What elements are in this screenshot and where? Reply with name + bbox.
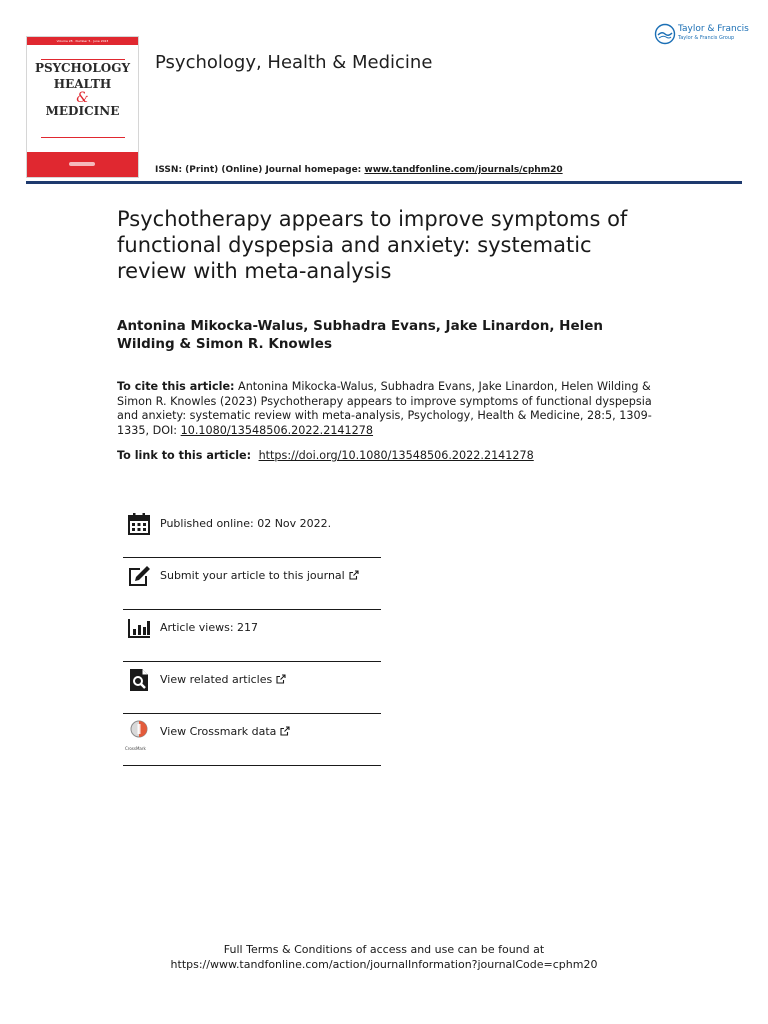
cite-doi-link[interactable]: 10.1080/13548506.2022.2141278 [180, 423, 374, 437]
crossmark-row[interactable] [123, 714, 381, 766]
article-title: Psychotherapy appears to improve symptoms of functional dyspepsia and anxiety: systematic review with meta-analysis [117, 207, 628, 283]
link-label: To link to this article: [117, 449, 255, 462]
cover-rule-top [41, 59, 125, 60]
publisher-logo[interactable] [654, 22, 750, 48]
calendar-icon [127, 512, 151, 536]
article-link-line [117, 449, 677, 464]
terms-line1: Full Terms & Conditions of access and use can be found at [223, 943, 545, 956]
cover-rule-bottom [41, 137, 125, 138]
citation-block [117, 380, 662, 438]
terms-link[interactable]: https://www.tandfonline.com/action/journalInformation?journalCode=cphm20 [170, 958, 598, 971]
cover-publisher-mark [69, 162, 95, 166]
journal-cover-image [26, 36, 139, 178]
related-articles-link[interactable] [160, 673, 286, 686]
cover-bottom-strip [27, 152, 138, 177]
external-link-icon [276, 674, 286, 684]
issn-text: ISSN: (Print) (Online) Journal homepage: [155, 165, 365, 175]
document-search-icon [127, 668, 151, 692]
article-info-list [123, 506, 381, 766]
journal-homepage-link[interactable]: www.tandfonline.com/journals/cphm20 [364, 165, 563, 175]
crossmark-icon [127, 720, 151, 744]
published-date: Published online: 02 Nov 2022. [160, 517, 332, 530]
submit-article-link[interactable] [160, 569, 359, 582]
crossmark-link[interactable] [160, 725, 290, 738]
related-articles-label: View related articles [160, 673, 273, 686]
publisher-group: Taylor & Francis Group [678, 35, 735, 41]
article-doi-link[interactable]: https://doi.org/10.1080/13548506.2022.2141278 [258, 449, 534, 462]
cover-title [27, 61, 138, 120]
article-authors: Antonina Mikocka-Walus, Subhadra Evans, Jake Linardon, Helen Wilding & Simon R. Knowles [117, 318, 603, 352]
cover-title-amp: & [76, 90, 89, 107]
journal-name: Psychology, Health & Medicine [155, 52, 433, 73]
crossmark-logo-text: CrossMark [125, 746, 146, 751]
publisher-name: Taylor & Francis [678, 24, 749, 34]
cite-text: Antonina Mikocka-Walus, Subhadra Evans, Jake Linardon, Helen Wilding & Simon R. Knowles (2023) Psychotherapy appears to improve symptoms of functional dyspepsia and anxiety: systematic review with meta-analysis, Psychology, Health & Medicine, 28:5, 1309-1335, DOI: [117, 380, 652, 437]
cover-volume-line: Volume 28 · Number 5 · June 2023 [56, 39, 109, 43]
publisher-logo-icon [654, 23, 676, 45]
cite-label: To cite this article: [117, 380, 235, 393]
cover-title-line2: HEALTH [53, 76, 112, 91]
header-divider [26, 181, 742, 184]
cover-title-line3: MEDICINE [45, 104, 120, 119]
issn-line [155, 165, 563, 175]
edit-icon [127, 564, 151, 588]
published-row [123, 506, 381, 558]
cover-title-line1: PSYCHOLOGY [34, 61, 131, 75]
article-views-row [123, 610, 381, 662]
external-link-icon [349, 570, 359, 580]
cover-volume-strip [27, 37, 138, 45]
submit-article-row[interactable] [123, 558, 381, 610]
related-articles-row[interactable] [123, 662, 381, 714]
article-views: Article views: 217 [160, 621, 259, 634]
bar-chart-icon [127, 616, 151, 640]
external-link-icon [280, 726, 290, 736]
info-divider [123, 765, 381, 766]
crossmark-label: View Crossmark data [160, 725, 277, 738]
terms-footer [0, 942, 768, 972]
submit-article-label: Submit your article to this journal [160, 569, 345, 582]
